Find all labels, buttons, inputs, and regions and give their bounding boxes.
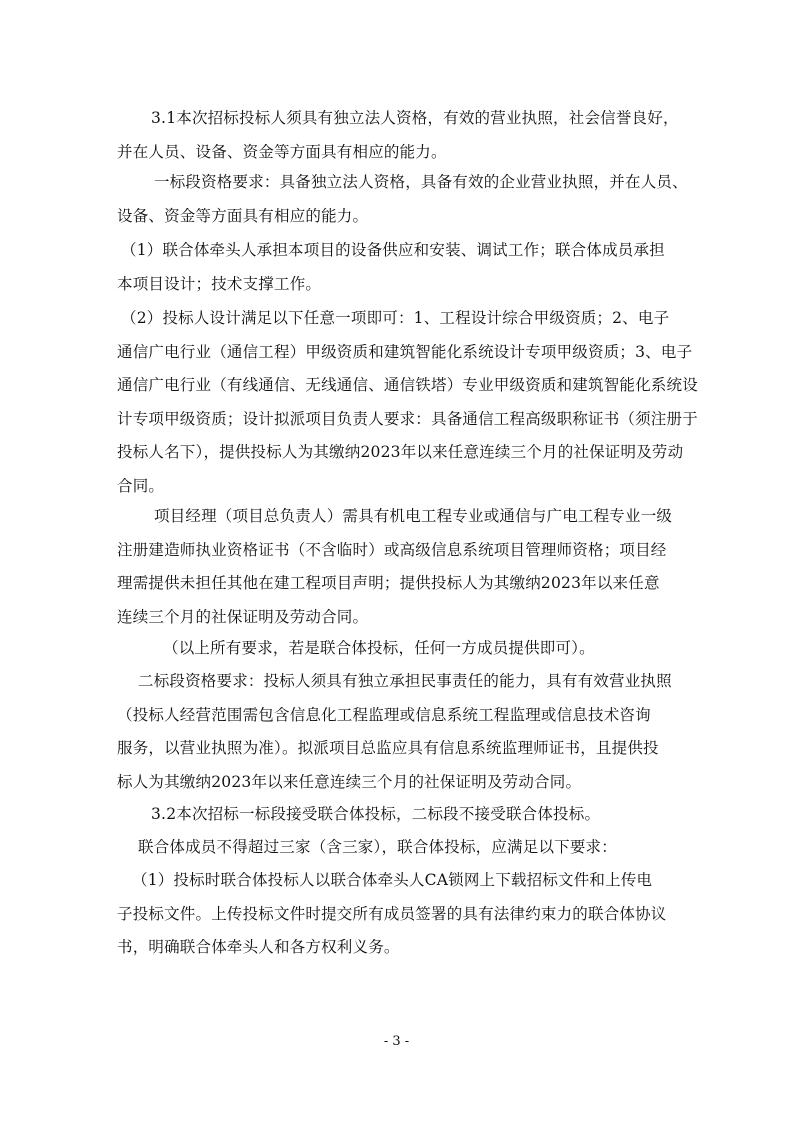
paragraph-project-manager xyxy=(117,500,677,634)
text-line: 理需提供未担任其他在建工程项目声明；提供投标人为其缴纳2023年以来任意 xyxy=(117,574,660,592)
text-line: 投标人名下），提供投标人为其缴纳2023年以来任意连续三个月的社保证明及劳动 xyxy=(117,443,684,461)
text-line: 本项目设计；技术支撑工作。 xyxy=(117,274,322,293)
text-line: 注册建造师执业资格证书（不含临时）或高级信息系统项目管理师资格；项目经 xyxy=(117,540,667,559)
paragraph-3-1 xyxy=(117,102,677,169)
text-line: （1）投标时联合体投标人以联合体牵头人CA锁网上下载招标文件和上传电 xyxy=(132,871,653,889)
text-line: 二标段资格要求：投标人须具有独立承担民事责任的能力，具有有效营业执照 xyxy=(138,672,672,690)
paragraph-lot1-requirements xyxy=(117,166,688,233)
text-line: 服务，以营业执照为准）。拟派项目总监应具有信息系统监理师证书，且提供投 xyxy=(117,739,659,757)
text-line: 标人为其缴纳2023年以来任意连续三个月的社保证明及劳动合同。 xyxy=(117,772,582,791)
text-line: 3.2本次招标一标段接受联合体投标，二标段不接受联合体投标。 xyxy=(151,805,601,823)
text-line: 连续三个月的社保证明及劳动合同。 xyxy=(117,607,369,626)
paragraph-3-2 xyxy=(117,798,677,832)
text-line: 一标段资格要求：具备独立法人资格，具备有效的企业营业执照，并在人员、 xyxy=(154,173,688,191)
text-line: 设备、资金等方面具有相应的能力。 xyxy=(117,206,369,225)
paragraph-item-2 xyxy=(117,302,698,503)
paragraph-item-1 xyxy=(117,234,677,301)
page-number: - 3 - xyxy=(383,1034,410,1049)
text-line: 并在人员、设备、资金等方面具有相应的能力。 xyxy=(117,142,447,161)
text-line: 书，明确联合体牵头人和各方权利义务。 xyxy=(117,938,400,956)
text-line: （投标人经营范围需包含信息化工程监理或信息系统工程监理或信息技术咨询 xyxy=(117,705,651,724)
paragraph-consortium-item-1 xyxy=(117,864,677,965)
text-line: 项目经理（项目总负责人）需具有机电工程专业或通信与广电工程专业一级 xyxy=(154,507,673,525)
text-line: 联合体成员不得超过三家（含三家），联合体投标，应满足以下要求： xyxy=(138,838,617,856)
text-line: 计专项甲级资质；设计拟派项目负责人要求：具备通信工程高级职称证书（须注册于 xyxy=(117,409,698,428)
text-line: 合同。 xyxy=(117,476,165,495)
text-line: （1）联合体牵头人承担本项目的设备供应和安装、调试工作；联合体成员承担 xyxy=(121,241,665,259)
text-line: 子投标文件。上传投标文件时提交所有成员签署的具有法律约束力的联合体协议 xyxy=(117,904,667,923)
paragraph-consortium-members xyxy=(117,831,677,865)
text-line: （2）投标人设计满足以下任意一项即可：1、工程设计综合甲级资质；2、电子 xyxy=(121,309,670,327)
paragraph-lot2-requirements xyxy=(117,665,677,799)
text-line: 通信广电行业（通信工程）甲级资质和建筑智能化系统设计专项甲级资质；3、电子 xyxy=(117,342,693,361)
text-line: 通信广电行业（有线通信、无线通信、通信铁塔）专业甲级资质和建筑智能化系统设 xyxy=(117,376,698,394)
text-line: 3.1本次招标投标人须具有独立法人资格，有效的营业执照，社会信誉良好， xyxy=(151,109,679,127)
paragraph-consortium-note xyxy=(117,632,677,666)
text-line: （以上所有要求，若是联合体投标，任何一方成员提供即可）。 xyxy=(163,639,595,657)
